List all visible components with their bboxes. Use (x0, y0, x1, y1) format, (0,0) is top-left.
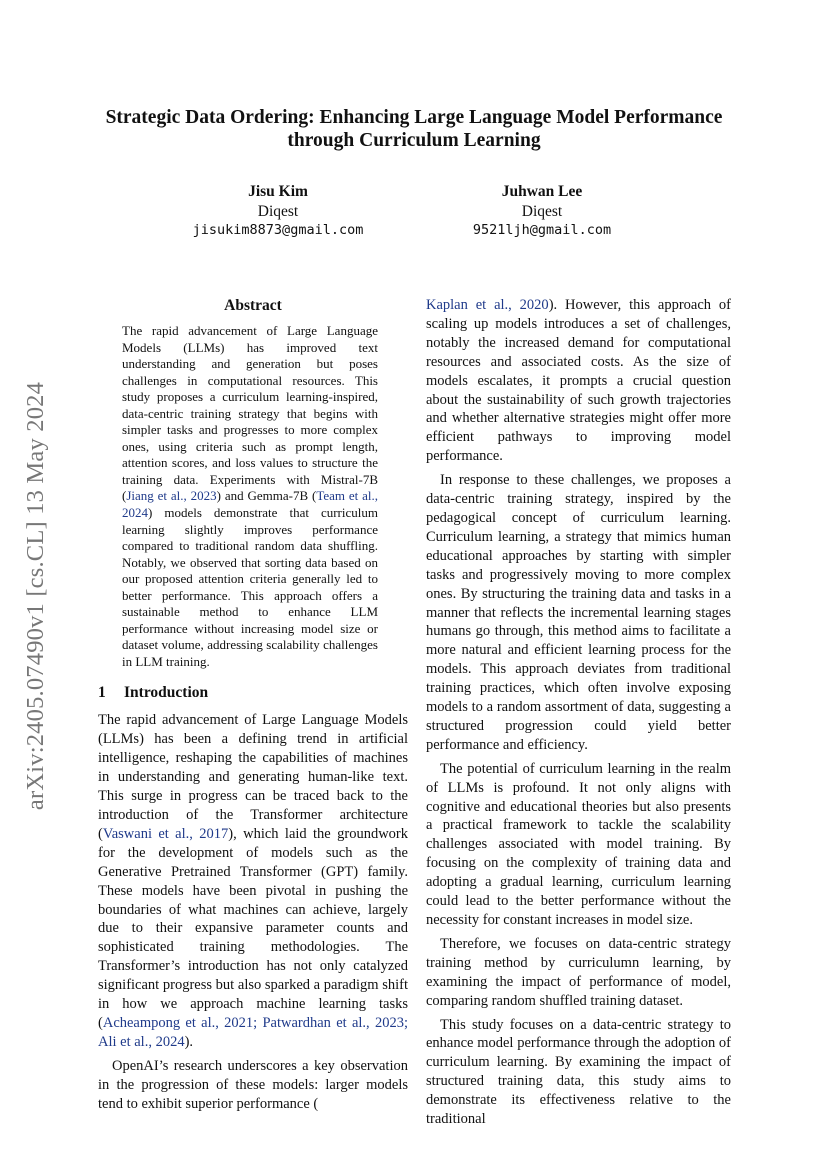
body-paragraph (98, 1057, 408, 1114)
citation-link[interactable]: Jiang et al., 2023 (126, 488, 217, 504)
section-heading (98, 683, 408, 703)
body-paragraph: This study focuses on a data-centric strategy to enhance model performance through the adoption of curriculum learning. By examining the impact of structured training data, this study aims to demonstrate its effectiveness relative to the traditional (426, 1016, 731, 1128)
author-name: Juhwan Lee (501, 183, 583, 200)
author-affiliation: Diqest (521, 202, 563, 220)
arxiv-identifier: arXiv:2405.07490v1 [cs.CL] 13 May 2024 (22, 381, 49, 811)
author-email: jisukim8873@gmail.com (192, 222, 364, 238)
body-paragraph-continued (426, 296, 731, 466)
body-paragraph: The potential of curriculum learning in the realm of LLMs is profound. It not only aligns with cognitive and educational theories but also presents a practical framework to tackle the scalability challenges associated with model training. By focusing on the complexity of training data and adopting a gradual learning, curriculum learning could lead to the better performance without the necessity for constant increases in model size. (426, 760, 731, 928)
abstract-heading: Abstract (224, 297, 282, 314)
section-title: Introduction (124, 684, 209, 702)
author-block (432, 182, 652, 241)
abstract-text-part: ) models demonstrate that curriculum learning slightly improves performance compared to traditional random data shuffling. Notably, we observed that sorting data based on our proposed attention criteria generally led to better performance. This approach offers a sustainable method to enhance LLM performance without increasing model size or dataset volume, addressing scalability challenges in LLM training. (122, 505, 378, 669)
citation-link[interactable]: Acheampong et al., 2021; Patwardhan et al., 2023; Ali et al., 2024 (98, 1014, 408, 1050)
author-name: Jisu Kim (248, 183, 308, 200)
citation-link[interactable]: Vaswani et al., 2017 (102, 825, 229, 842)
left-column (98, 296, 408, 1114)
paragraph-text: OpenAI’s research underscores a key observation in the progression of these models: larger models tend to exhibit superior performance ( (98, 1057, 408, 1112)
arxiv-side-stamp (22, 346, 50, 846)
citation-link[interactable]: Kaplan et al., 2020 (426, 297, 549, 313)
paragraph-text: The rapid advancement of Large Language Models (LLMs) has been a defining trend in artificial intelligence, reshaping the capabilities of machines in understanding and generating human-like text. This surge in progress can be traced back to the introduction of the Transformer architecture ( (98, 712, 408, 842)
author-affiliation: Diqest (257, 202, 299, 220)
body-paragraph (98, 711, 408, 1051)
paper-title: Strategic Data Ordering: Enhancing Large Language Model Performance through Curriculum Learning (105, 107, 723, 151)
body-paragraph: Therefore, we focuses on data-centric strategy training method by curriculumn learning, by examining the impact of performance of model, comparing random shuffled training dataset. (426, 935, 731, 1009)
abstract-text (122, 323, 378, 670)
abstract-text-part: ) and Gemma-7B ( (216, 488, 317, 504)
citation-link[interactable]: Team et al., 2024 (122, 488, 378, 521)
paragraph-text: ). However, this approach of scaling up models introduces a set of challenges, notably the increased demand for computational resources and associated costs. As the size of models escalates, it prompts a crucial question about the sustainability of such growth trajectories and whether alternative strategies might offer more efficient pathways to improving model performance. (426, 297, 731, 465)
author-email: 9521ljh@gmail.com (472, 222, 612, 238)
section-number: 1 (98, 684, 106, 702)
paragraph-text: ). (184, 1033, 194, 1050)
paragraph-text: ), which laid the groundwork for the development of models such as the Generative Pretrained Transformer (GPT) family. These models have been pivotal in pushing the boundaries of what machines can achieve, largely due to their expansive parameter counts and sophisticated training methodologies. The Transformer’s introduction has not only catalyzed significant progress but also sparked a paradigm shift in how we approach machine learning tasks ( (98, 825, 408, 1031)
abstract-text-part: The rapid advancement of Large Language Models (LLMs) has improved text understanding and generation but poses challenges in computational resources. This study proposes a curriculum learning-inspired, data-centric training strategy that begins with simpler tasks and progresses to more complex ones, using criteria such as prompt length, attention scores, and loss values to structure the training data. Experiments with Mistral-7B ( (122, 323, 378, 504)
right-column (426, 296, 731, 1129)
body-paragraph: In response to these challenges, we proposes a data-centric training strategy, inspired by the pedagogical concept of curriculum learning. Curriculum learning, a strategy that mimics human educational approaches by starting with simpler tasks and progressively moving to more complex ones. By structuring the training data and tasks in a manner that reflects the incremental learning stages humans go through, this method aims to facilitate a more natural and efficient learning process for the models. This approach deviates from traditional training practices, which often involve exposing models to a random assortment of data, suggesting a structured progression could yield better performance and efficiency. (426, 472, 731, 753)
author-block (168, 182, 388, 241)
